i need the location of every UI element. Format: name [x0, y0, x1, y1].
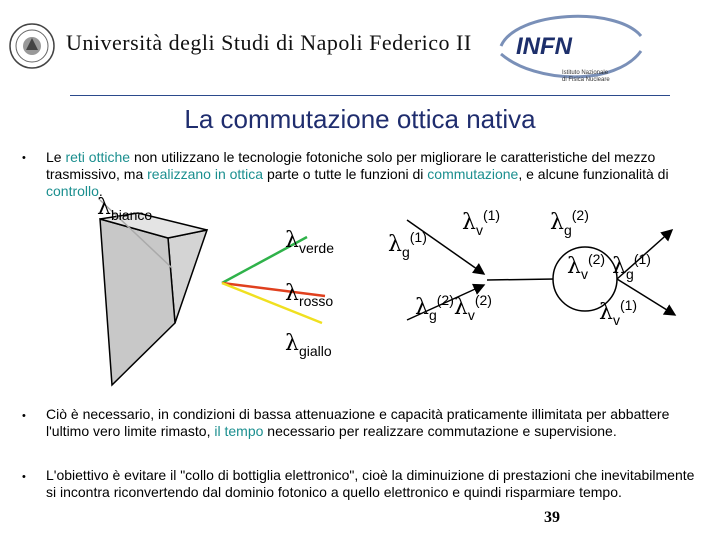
university-name: Università degli Studi di Napoli Federico II	[66, 30, 472, 55]
para2-text-2: necessario per realizzare commutazione e supervisione.	[263, 423, 617, 439]
label-lambda-g1-input: $\lambda_g^{(1)}$	[388, 229, 427, 260]
infn-subtitle-line1: Istituto Nazionale	[562, 70, 609, 76]
intro-highlight-commutazione: commutazione	[427, 166, 519, 182]
node-to-switch-line	[487, 279, 555, 280]
para2-text-1: Ciò è necessario, in condizioni di bassa attenuazione e capacità praticamente illimitata per abbattere l'ultimo vero limite rimasto,	[46, 406, 670, 439]
infn-subtitle-line2: di Fisica Nucleare	[562, 77, 610, 83]
intro-highlight-controllo: controllo	[46, 183, 99, 199]
label-lambda-v2-g1-output: $\lambda_v^{(2)}$ $\lambda_g^{(1)}$	[567, 251, 651, 282]
infn-logo-text: INFN	[516, 33, 572, 60]
label-lambda-g2-top: $\lambda_g^{(2)}$	[550, 207, 589, 238]
intro-text-4: , e alcune funzionalità di	[518, 166, 669, 182]
label-lambda-v1-output: $\lambda_v^{(1)}$	[462, 207, 501, 238]
slide-title: La commutazione ottica nativa	[184, 104, 536, 134]
label-lambda-rosso: $\lambda_{rosso}$	[285, 281, 334, 309]
intro-text-5: .	[98, 183, 103, 199]
intro-highlight-realizzano: realizzano in ottica	[147, 166, 264, 182]
label-lambda-bianco: $\lambda_{bianco}$	[97, 195, 153, 223]
intro-text-2: non utilizzano le tecnologie fotoniche solo per migliorare le caratteristiche del mezzo trasmissivo, ma	[46, 149, 656, 182]
intro-text-3: parte o tutte le funzioni di	[263, 166, 428, 182]
label-lambda-g2-v2-input: $\lambda_g^{(2)}\lambda_v^{(2)}$	[415, 292, 492, 323]
bullet-marker: •	[22, 410, 26, 422]
bullet-marker: •	[22, 152, 26, 164]
label-lambda-verde: $\lambda_{verde}$	[285, 228, 334, 256]
page-number: 39	[544, 509, 560, 526]
intro-text-1: Le	[46, 149, 66, 165]
prism-body	[100, 219, 175, 385]
paragraph-obiettivo: L'obiettivo è evitare il "collo di bottiglia elettronico", cioè la diminuizione di prestazioni che inevitabilmente si incontra riconvertendo dal dominio fotonico a quello elettronico e quindi risparmiare tempo.	[46, 467, 695, 500]
label-lambda-v1-bottom: $\lambda_v^{(1)}$	[599, 297, 638, 328]
paragraph-tempo	[46, 406, 706, 440]
intro-highlight-reti-ottiche: reti ottiche	[65, 149, 131, 165]
para2-highlight-tempo: il tempo	[214, 423, 264, 439]
bullet-marker: •	[22, 471, 26, 483]
label-lambda-giallo: $\lambda_{giallo}$	[285, 331, 332, 359]
